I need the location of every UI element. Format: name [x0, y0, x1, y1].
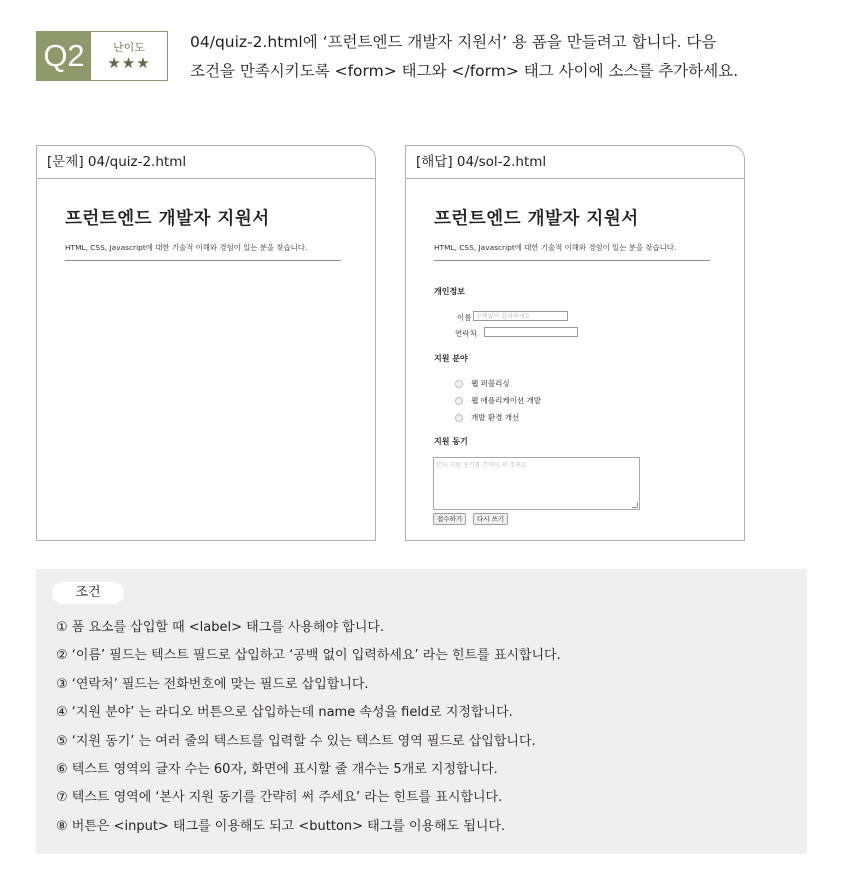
conditions-tag: 조건: [52, 582, 124, 604]
motive-section-heading: 지원 동기: [434, 437, 468, 446]
name-label: 이름: [457, 313, 472, 322]
solution-page-heading: 프런트엔드 개발자 지원서: [434, 209, 639, 229]
field-section-heading: 지원 분야: [434, 354, 468, 363]
solution-divider: [434, 260, 710, 261]
phone-label: 연락처: [455, 329, 477, 338]
question-line-2: 조건을 만족시키도록 <form> 태그와 </form> 태그 사이에 소스를 추가하세요.: [190, 62, 739, 80]
condition-item: ⑥ 텍스트 영역의 글자 수는 60자, 화면에 표시할 줄 개수는 5개로 지정합니다.: [56, 762, 498, 778]
motive-placeholder: 본사 지원 동기를 간략히 써 주세요: [436, 462, 527, 469]
question-line-1: 04/quiz-2.html에 ‘프런트엔드 개발자 지원서’ 용 폼을 만들려고 합니다. 다음: [190, 33, 717, 51]
solution-panel-title: [해답] 04/sol-2.html: [406, 146, 744, 179]
quiz-browser-panel: [36, 145, 376, 541]
solution-browser-panel: [405, 145, 745, 541]
solution-page-description: HTML, CSS, Javascript에 대한 기술적 이해와 경험이 있는 분을 찾습니다.: [434, 243, 677, 252]
name-input[interactable]: 공백없이 입력하세요: [473, 311, 568, 321]
condition-item: ④ ‘지원 분야’ 는 라디오 버튼으로 삽입하는데 name 속성을 field로 지정합니다.: [56, 705, 513, 721]
quiz-page-description: HTML, CSS, Javascript에 대한 기술적 이해와 경험이 있는 분을 찾습니다.: [65, 243, 308, 252]
field-option-dev-env[interactable]: [455, 412, 519, 423]
difficulty-stars-icon: ★★★: [107, 53, 151, 72]
submit-button[interactable]: 접수하기: [433, 513, 466, 525]
resize-grip-icon[interactable]: [632, 502, 638, 508]
quiz-page-content: [37, 179, 375, 261]
quiz-page-heading: 프런트엔드 개발자 지원서: [65, 209, 270, 229]
condition-item: ③ ‘연락처’ 필드는 전화번호에 맞는 필드로 삽입합니다.: [56, 676, 369, 692]
field-option-label: 개발 환경 개선: [471, 413, 520, 422]
radio-button[interactable]: [455, 397, 463, 405]
conditions-box: [36, 569, 807, 854]
field-option-web-app-dev[interactable]: [455, 395, 541, 406]
condition-item: ⑧ 버튼은 <input> 태그를 이용해도 되고 <button> 태그를 이용해도 됩니다.: [56, 818, 506, 834]
reset-button[interactable]: 다시 쓰기: [473, 513, 508, 525]
radio-button[interactable]: [455, 380, 463, 388]
question-number: Q2: [37, 32, 91, 80]
condition-item: ⑤ ‘지원 동기’ 는 여러 줄의 텍스트를 입력할 수 있는 텍스트 영역 필드로 삽입합니다.: [56, 733, 536, 749]
question-text: [190, 28, 830, 86]
quiz-panel-title: [문제] 04/quiz-2.html: [37, 146, 375, 179]
field-option-label: 웹 애플리케이션 개발: [471, 396, 541, 405]
difficulty-box: [91, 32, 167, 80]
phone-input[interactable]: [484, 327, 578, 337]
question-badge: [36, 31, 168, 81]
personal-info-heading: 개인정보: [434, 287, 465, 296]
motive-textarea[interactable]: [433, 457, 640, 510]
field-option-label: 웹 퍼블리싱: [471, 379, 510, 388]
field-option-web-publishing[interactable]: [455, 378, 510, 389]
difficulty-label: 난이도: [113, 40, 145, 54]
condition-item: ⑦ 텍스트 영역에 ‘본사 지원 동기를 간략히 써 주세요’ 라는 힌트를 표시합니다.: [56, 790, 503, 806]
quiz-divider: [65, 260, 341, 261]
radio-button[interactable]: [455, 414, 463, 422]
conditions-list: [56, 614, 561, 841]
condition-item: ① 폼 요소를 삽입할 때 <label> 태그를 사용해야 합니다.: [56, 620, 385, 635]
condition-item: ② ‘이름’ 필드는 텍스트 필드로 삽입하고 ‘공백 없이 입력하세요’ 라는 힌트를 표시합니다.: [56, 648, 561, 664]
